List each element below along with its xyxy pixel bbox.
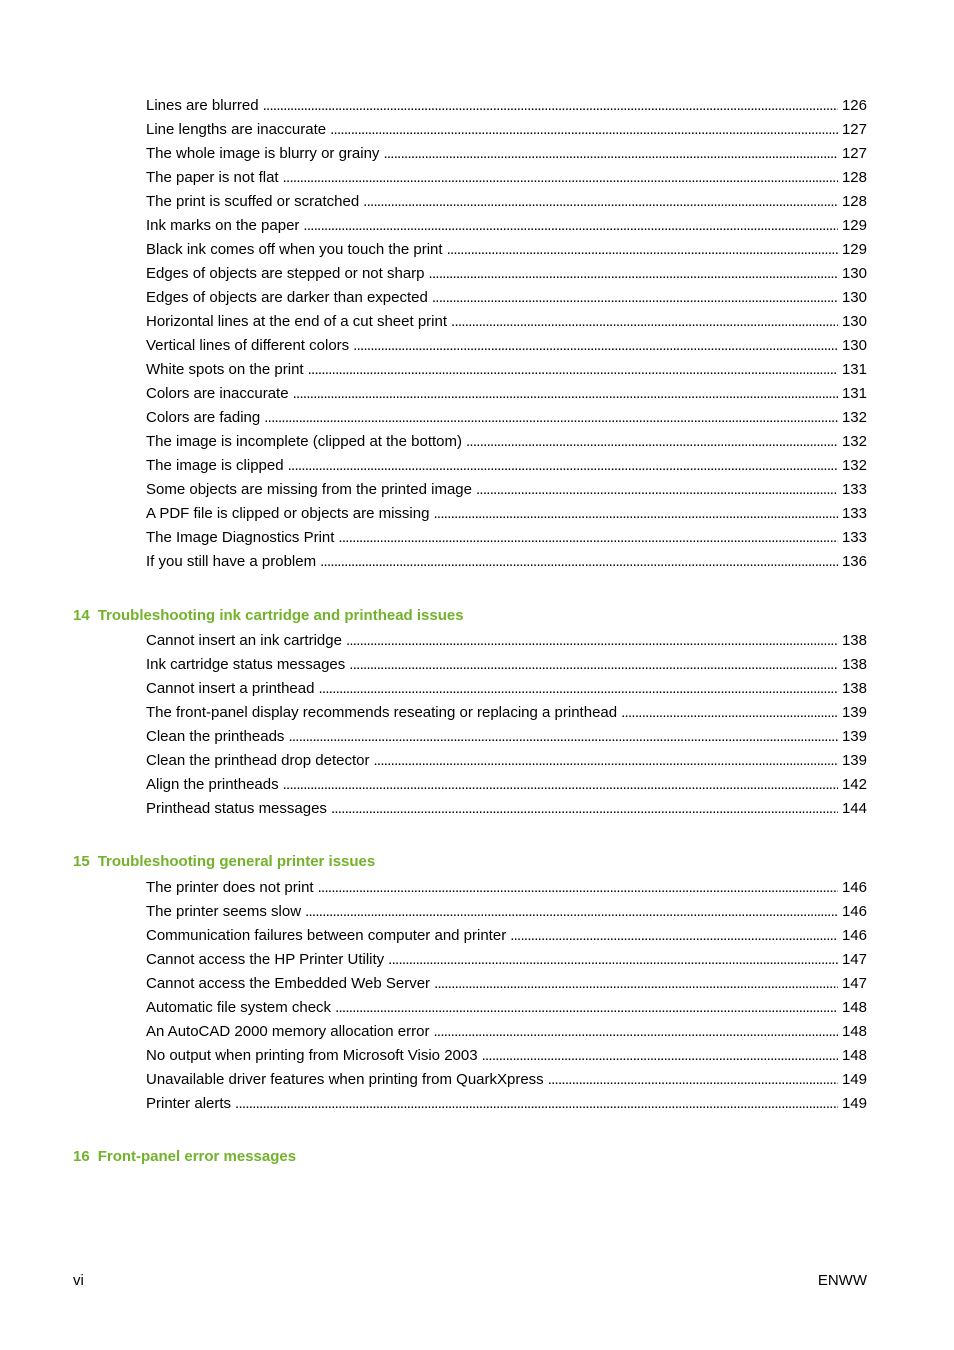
dot-leader <box>373 749 837 773</box>
dot-leader <box>429 262 838 286</box>
toc-entry-title: Cannot access the HP Printer Utility <box>146 951 385 968</box>
toc-entry-page: 128 <box>841 169 867 186</box>
dot-leader <box>320 550 838 574</box>
toc-entry-title: Cannot insert an ink cartridge <box>146 632 342 649</box>
dot-leader <box>338 526 838 550</box>
toc-entry-page: 148 <box>841 1023 867 1040</box>
chapter-number: 15 <box>73 853 90 870</box>
toc-entry-page: 128 <box>841 193 867 210</box>
toc-entry[interactable] <box>146 142 867 166</box>
toc-entry-title: Clean the printheads <box>146 728 285 745</box>
toc-entry[interactable] <box>146 876 867 900</box>
dot-leader <box>548 1068 838 1092</box>
toc-entry-page: 138 <box>841 680 867 697</box>
dot-leader <box>283 166 838 190</box>
toc-entry-page: 146 <box>841 879 867 896</box>
toc-entry[interactable] <box>146 214 867 238</box>
toc-entry-page: 130 <box>841 337 867 354</box>
toc-entry-page: 129 <box>841 217 867 234</box>
toc-entry[interactable] <box>146 310 867 334</box>
toc-entry[interactable] <box>146 502 867 526</box>
toc-entry-title: Horizontal lines at the end of a cut sheet print <box>146 313 448 330</box>
toc-entry[interactable] <box>146 238 867 262</box>
toc-entry[interactable] <box>146 972 867 996</box>
toc-entry-title: Black ink comes off when you touch the print <box>146 241 443 258</box>
toc-entry-page: 132 <box>841 409 867 426</box>
dot-leader <box>283 773 838 797</box>
toc-entry-page: 148 <box>841 1047 867 1064</box>
dot-leader <box>383 142 838 166</box>
toc-entry[interactable] <box>146 1092 867 1116</box>
dot-leader <box>447 238 838 262</box>
toc-entry[interactable] <box>146 725 867 749</box>
toc-entry-title: If you still have a problem <box>146 553 317 570</box>
toc-entry-page: 149 <box>841 1071 867 1088</box>
chapter-title: Front-panel error messages <box>97 1148 297 1165</box>
dot-leader <box>264 406 838 430</box>
toc-entry[interactable] <box>146 382 867 406</box>
toc-entry-page: 139 <box>841 752 867 769</box>
chapter-heading-14[interactable] <box>73 606 464 626</box>
toc-entry-page: 144 <box>841 800 867 817</box>
toc-entry-page: 132 <box>841 433 867 450</box>
toc-entry-title: The front-panel display recommends reseating or replacing a printhead <box>146 704 618 721</box>
toc-entry-page: 130 <box>841 313 867 330</box>
toc-entry[interactable] <box>146 190 867 214</box>
chapter-title: Troubleshooting ink cartridge and printhead issues <box>97 607 464 624</box>
toc-entry[interactable] <box>146 166 867 190</box>
dot-leader <box>349 653 838 677</box>
toc-entry-page: 133 <box>841 505 867 522</box>
toc-entry-title: The print is scuffed or scratched <box>146 193 360 210</box>
toc-section-15-entries <box>146 876 867 1116</box>
toc-entry[interactable] <box>146 430 867 454</box>
toc-entry-page: 131 <box>841 361 867 378</box>
toc-entry-page: 133 <box>841 481 867 498</box>
toc-entry-page: 130 <box>841 265 867 282</box>
toc-entry-title: No output when printing from Microsoft Visio 2003 <box>146 1047 478 1064</box>
toc-entry[interactable] <box>146 550 867 574</box>
toc-entry-title: The printer does not print <box>146 879 314 896</box>
toc-entry-page: 130 <box>841 289 867 306</box>
dot-leader <box>432 286 838 310</box>
dot-leader <box>388 948 838 972</box>
footer-doc-code: ENWW <box>817 1272 867 1289</box>
toc-entry-title: Automatic file system check <box>146 999 332 1016</box>
footer-page-number: vi <box>73 1272 84 1289</box>
toc-section-13-entries <box>146 94 867 574</box>
toc-entry[interactable] <box>146 629 867 653</box>
dot-leader <box>235 1092 838 1116</box>
toc-entry-page: 138 <box>841 632 867 649</box>
dot-leader <box>263 94 838 118</box>
toc-entry-title: Ink cartridge status messages <box>146 656 346 673</box>
dot-leader <box>621 701 838 725</box>
dot-leader <box>434 972 838 996</box>
toc-entry-title: Some objects are missing from the printed image <box>146 481 472 498</box>
toc-entry-title: Cannot access the Embedded Web Server <box>146 975 431 992</box>
toc-entry-title: The paper is not flat <box>146 169 279 186</box>
dot-leader <box>433 1020 837 1044</box>
dot-leader <box>451 310 838 334</box>
dot-leader <box>466 430 838 454</box>
dot-leader <box>288 454 838 478</box>
dot-leader <box>335 996 838 1020</box>
toc-entry-page: 142 <box>841 776 867 793</box>
toc-entry-title: An AutoCAD 2000 memory allocation error <box>146 1023 430 1040</box>
toc-entry-title: Colors are inaccurate <box>146 385 289 402</box>
chapter-heading-15[interactable] <box>73 852 375 872</box>
toc-entry-page: 131 <box>841 385 867 402</box>
dot-leader <box>308 358 838 382</box>
dot-leader <box>318 677 838 701</box>
toc-entry[interactable] <box>146 653 867 677</box>
toc-entry-page: 148 <box>841 999 867 1016</box>
toc-entry-page: 132 <box>841 457 867 474</box>
toc-entry-title: Clean the printhead drop detector <box>146 752 370 769</box>
toc-entry[interactable] <box>146 749 867 773</box>
dot-leader <box>318 876 838 900</box>
toc-entry-title: Align the printheads <box>146 776 279 793</box>
dot-leader <box>476 478 838 502</box>
chapter-title: Troubleshooting general printer issues <box>97 853 376 870</box>
toc-entry[interactable] <box>146 1068 867 1092</box>
toc-entry[interactable] <box>146 797 867 821</box>
toc-entry[interactable] <box>146 701 867 725</box>
toc-entry-title: Lines are blurred <box>146 97 259 114</box>
toc-entry[interactable] <box>146 677 867 701</box>
toc-entry[interactable] <box>146 996 867 1020</box>
toc-entry-page: 136 <box>841 553 867 570</box>
toc-entry[interactable] <box>146 94 867 118</box>
toc-entry-title: Colors are fading <box>146 409 261 426</box>
dot-leader <box>482 1044 838 1068</box>
dot-leader <box>363 190 838 214</box>
dot-leader <box>303 214 838 238</box>
toc-entry[interactable] <box>146 118 867 142</box>
toc-entry[interactable] <box>146 900 867 924</box>
toc-entry-title: The image is clipped <box>146 457 284 474</box>
toc-entry-title: Communication failures between computer and printer <box>146 927 507 944</box>
chapter-number: 16 <box>73 1148 90 1165</box>
toc-entry-page: 129 <box>841 241 867 258</box>
toc-entry-title: The printer seems slow <box>146 903 302 920</box>
toc-entry-page: 139 <box>841 728 867 745</box>
dot-leader <box>330 118 838 142</box>
toc-entry-page: 126 <box>841 97 867 114</box>
toc-entry-title: Edges of objects are stepped or not sharp <box>146 265 425 282</box>
toc-entry[interactable] <box>146 358 867 382</box>
toc-entry-page: 127 <box>841 145 867 162</box>
toc-entry[interactable] <box>146 773 867 797</box>
dot-leader <box>433 502 838 526</box>
toc-entry[interactable] <box>146 1044 867 1068</box>
toc-entry[interactable] <box>146 478 867 502</box>
toc-entry-page: 146 <box>841 927 867 944</box>
toc-entry[interactable] <box>146 1020 867 1044</box>
toc-entry[interactable] <box>146 406 867 430</box>
chapter-heading-16[interactable] <box>73 1147 296 1167</box>
dot-leader <box>510 924 838 948</box>
toc-entry-title: Ink marks on the paper <box>146 217 300 234</box>
dot-leader <box>288 725 838 749</box>
toc-entry[interactable] <box>146 948 867 972</box>
toc-entry-page: 149 <box>841 1095 867 1112</box>
toc-entry[interactable] <box>146 286 867 310</box>
toc-entry-title: The Image Diagnostics Print <box>146 529 335 546</box>
toc-entry-title: Cannot insert a printhead <box>146 680 315 697</box>
toc-entry-title: Printer alerts <box>146 1095 232 1112</box>
toc-entry-title: A PDF file is clipped or objects are missing <box>146 505 430 522</box>
toc-entry-page: 139 <box>841 704 867 721</box>
chapter-number: 14 <box>73 607 90 624</box>
toc-entry-page: 127 <box>841 121 867 138</box>
toc-entry-page: 133 <box>841 529 867 546</box>
dot-leader <box>331 797 838 821</box>
toc-entry[interactable] <box>146 924 867 948</box>
dot-leader <box>353 334 838 358</box>
toc-entry[interactable] <box>146 454 867 478</box>
toc-section-14-entries <box>146 629 867 821</box>
toc-entry-title: Unavailable driver features when printing from QuarkXpress <box>146 1071 544 1088</box>
toc-entry-page: 146 <box>841 903 867 920</box>
toc-entry-page: 138 <box>841 656 867 673</box>
toc-entry[interactable] <box>146 526 867 550</box>
toc-entry-title: Vertical lines of different colors <box>146 337 350 354</box>
toc-entry-title: Edges of objects are darker than expected <box>146 289 428 306</box>
dot-leader <box>346 629 838 653</box>
toc-entry-title: The image is incomplete (clipped at the bottom) <box>146 433 462 450</box>
toc-entry[interactable] <box>146 334 867 358</box>
toc-entry[interactable] <box>146 262 867 286</box>
toc-entry-title: White spots on the print <box>146 361 304 378</box>
toc-entry-page: 147 <box>841 975 867 992</box>
toc-entry-page: 147 <box>841 951 867 968</box>
dot-leader <box>305 900 838 924</box>
toc-entry-title: Printhead status messages <box>146 800 327 817</box>
toc-entry-title: The whole image is blurry or grainy <box>146 145 380 162</box>
toc-entry-title: Line lengths are inaccurate <box>146 121 327 138</box>
dot-leader <box>293 382 838 406</box>
